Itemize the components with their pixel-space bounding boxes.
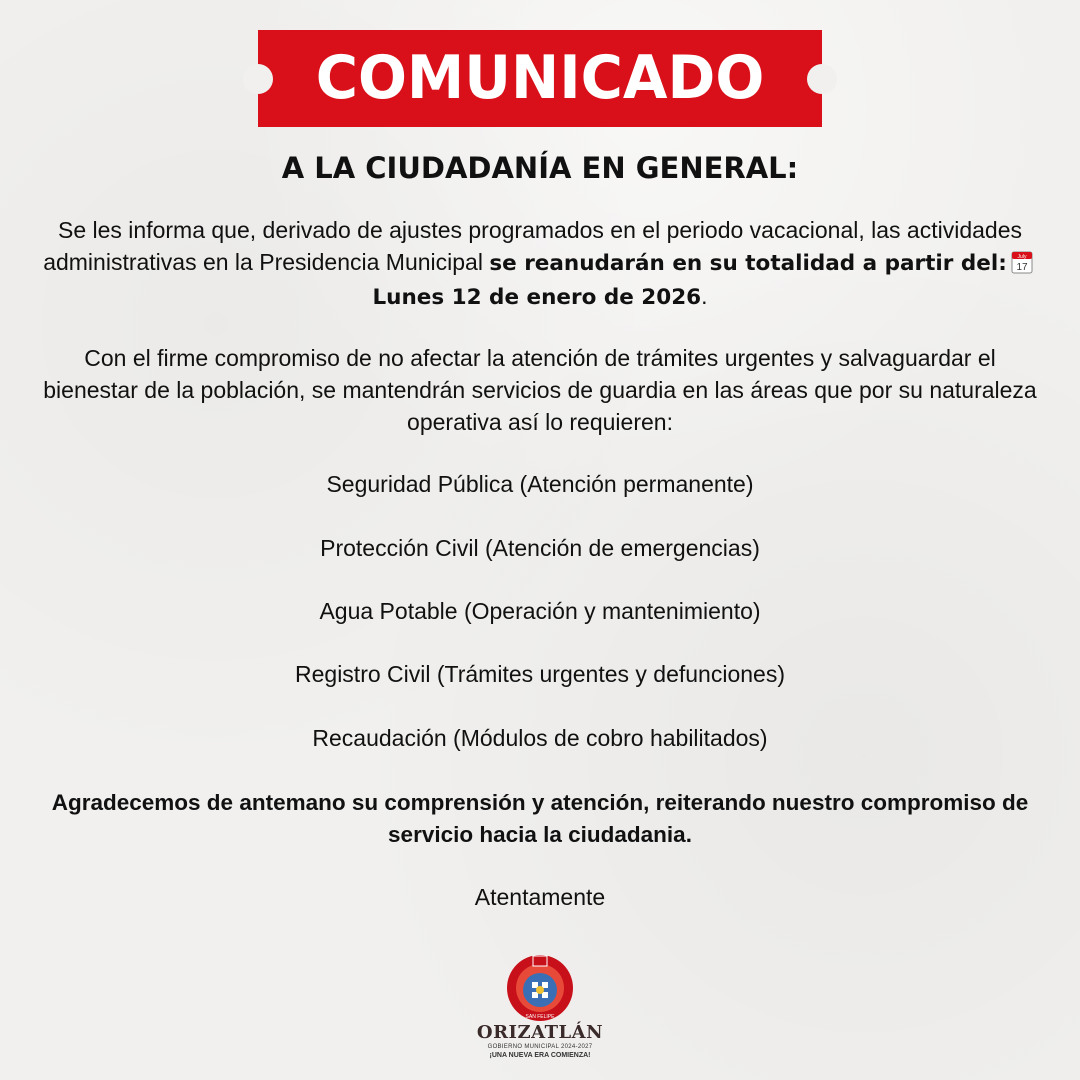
closing-message: Agradecemos de antemano su comprensión y atención, reiterando nuestro compromiso de servicio hacia la ciudadania. xyxy=(51,790,1029,847)
orizatlan-logo xyxy=(470,950,610,1065)
service-item-seguridad: Seguridad Pública (Atención permanente) xyxy=(326,471,754,497)
service-item-registro-civil: Registro Civil (Trámites urgentes y defunciones) xyxy=(295,661,785,687)
signature: Atentamente xyxy=(474,884,606,910)
logo-slogan: ¡UNA NUEVA ERA COMIENZA! xyxy=(489,1052,591,1059)
calendar-icon-day: 17 xyxy=(1016,262,1028,273)
paragraph-end: . xyxy=(701,283,708,309)
reopening-date: Lunes 12 de enero de 2026 xyxy=(372,285,702,310)
paragraph-guardias: Con el firme compromiso de no afectar la atención de trámites urgentes y salvaguardar el bienestar de la población, se mantendrán servicios de guardia en las áreas que por su naturaleza operativa así lo requieren: xyxy=(43,345,1037,435)
logo-subtitle: GOBIERNO MUNICIPAL 2024-2027 xyxy=(487,1044,593,1050)
calendar-icon xyxy=(1011,250,1033,274)
banner-title: COMUNICADO xyxy=(315,43,765,113)
calendar-icon-month: July xyxy=(1017,254,1027,260)
heading: A LA CIUDADANÍA EN GENERAL: xyxy=(281,151,799,185)
service-item-proteccion-civil: Protección Civil (Atención de emergencias) xyxy=(320,535,760,561)
logo-emblem xyxy=(470,950,610,1022)
paragraph-reanudacion xyxy=(40,214,1040,314)
comunicado-banner xyxy=(258,30,822,127)
banner-notch-right xyxy=(807,64,837,94)
logo-badge-text: SAN FELIPE xyxy=(525,1014,555,1020)
service-item-agua-potable: Agua Potable (Operación y mantenimiento) xyxy=(319,598,761,624)
paragraph-text: Se les informa que, derivado de ajustes programados en el periodo vacacional, las actividades administrativas en la Presidencia Municipal xyxy=(43,217,1022,275)
service-item-recaudacion: Recaudación (Módulos de cobro habilitados) xyxy=(312,725,768,751)
paragraph-bold-text: se reanudarán en su totalidad a partir del: xyxy=(489,251,1007,276)
logo-name: ORIZATLÁN xyxy=(476,1022,604,1043)
